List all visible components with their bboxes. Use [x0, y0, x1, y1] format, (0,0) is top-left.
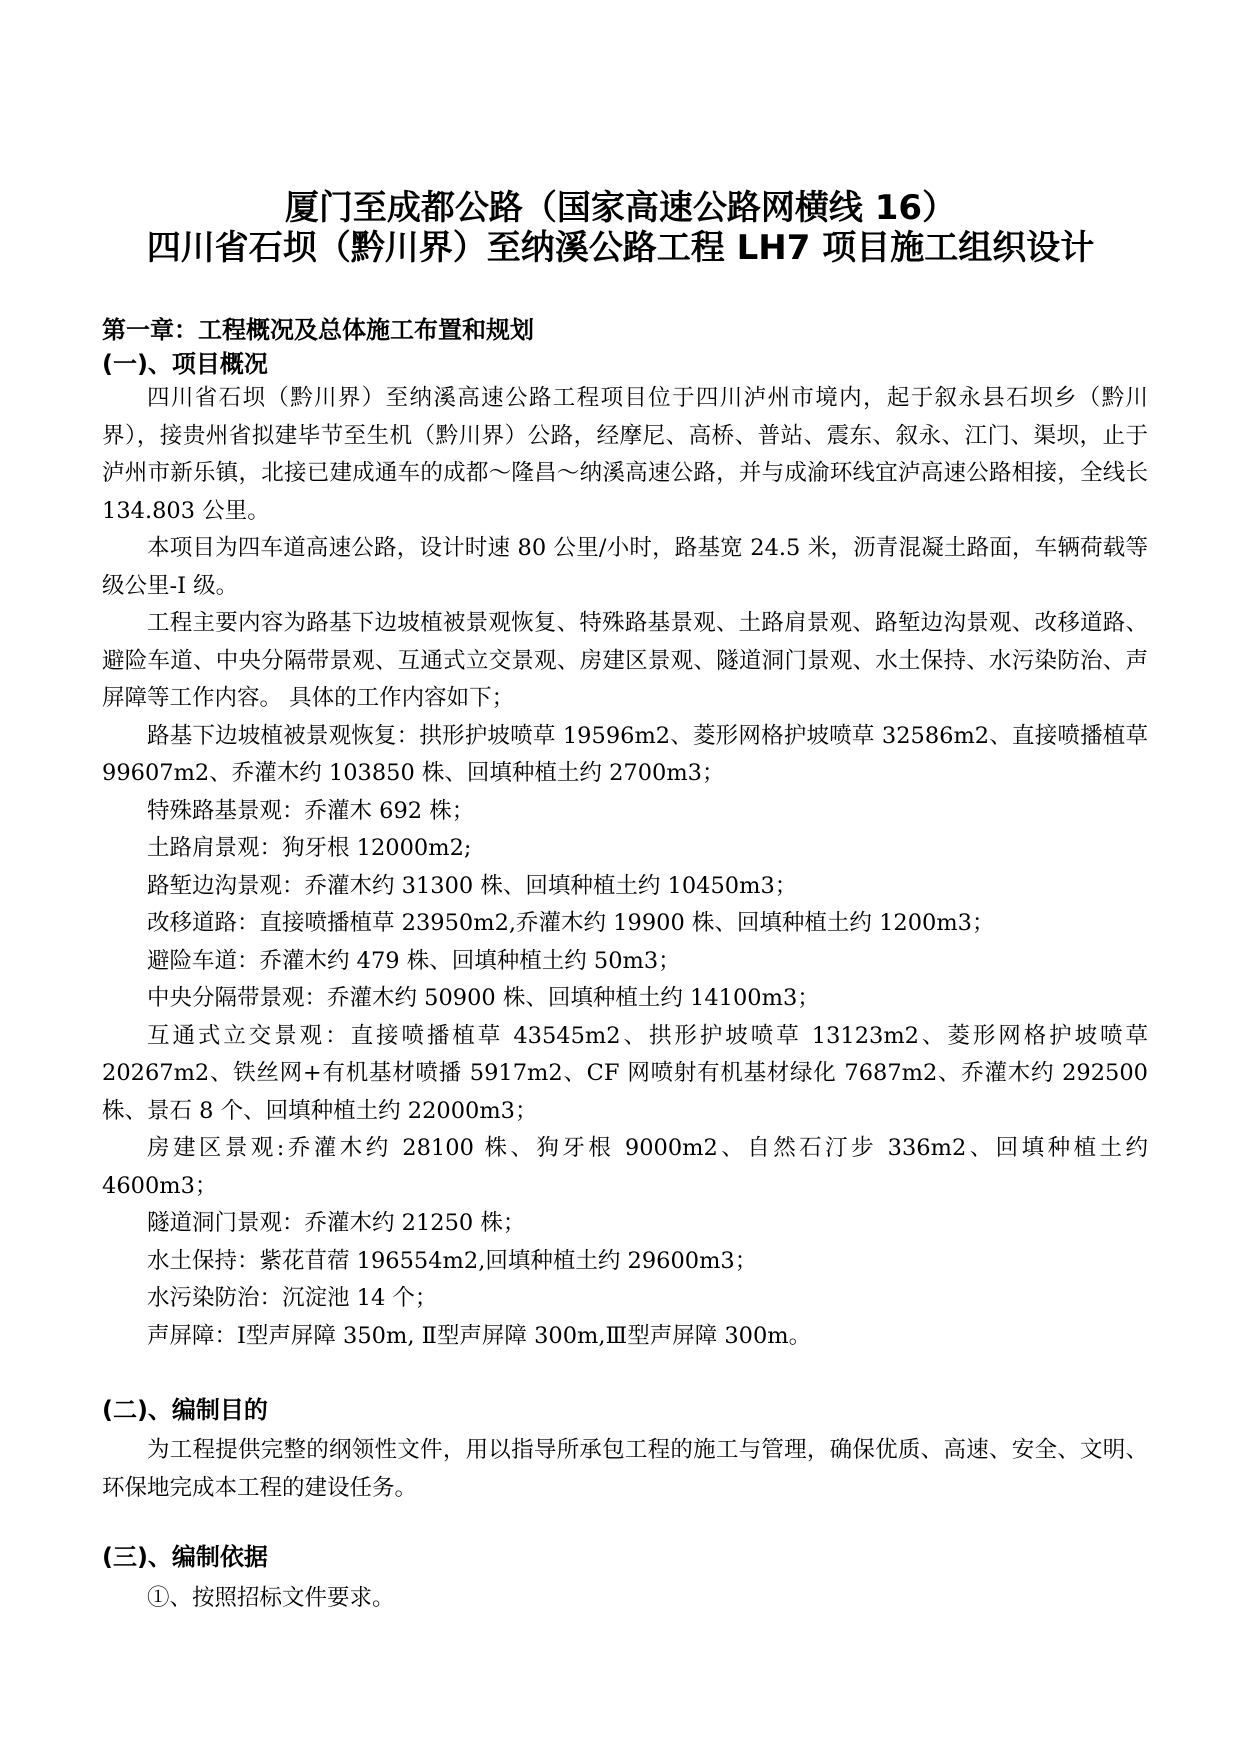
paragraph: ①、按照招标文件要求。	[147, 1585, 395, 1611]
paragraph: 土路肩景观：狗牙根 12000m2;	[147, 835, 472, 861]
section-heading-basis: (三)、编制依据	[102, 1543, 268, 1571]
section-body-purpose	[102, 1432, 1148, 1507]
document-title-line-1: 厦门至成都公路（国家高速公路网横线 16）	[284, 188, 957, 228]
section-body-basis	[102, 1580, 1148, 1618]
document-title-line-2: 四川省石坝（黔川界）至纳溪公路工程 LH7 项目施工组织设计	[146, 228, 1095, 268]
chapter-heading: 第一章：工程概况及总体施工布置和规划	[102, 316, 534, 344]
paragraph: 房建区景观:乔灌木约 28100 株、狗牙根 9000m2、自然石汀步 336m2、回填种植土约 4600m3；	[102, 1135, 1148, 1199]
paragraph: 避险车道：乔灌木约 479 株、回填种植土约 50m3；	[147, 947, 681, 974]
paragraph: 特殊路基景观：乔灌木 692 株；	[147, 797, 475, 824]
paragraph: 水土保持：紫花苜蓿 196554m2,回填种植土约 29600m3；	[147, 1247, 758, 1274]
section-body-overview	[102, 380, 1148, 1355]
paragraph: 本项目为四车道高速公路，设计时速 80 公里/小时，路基宽 24.5 米，沥青混凝土路面，车辆荷载等级公里-I 级。	[102, 535, 1148, 599]
paragraph: 互通式立交景观：直接喷播植草 43545m2、拱形护坡喷草 13123m2、菱形网格护坡喷草 20267m2、铁丝网+有机基材喷播 5917m2、CF 网喷射有机基材绿化 7687m2、乔灌木约 292500 株、景石 8 个、回填种植土约 22000m3；	[102, 1022, 1148, 1124]
section-heading-overview: (一)、项目概况	[102, 350, 268, 378]
paragraph: 路堑边沟景观：乔灌木约 31300 株、回填种植土约 10450m3；	[147, 872, 798, 899]
paragraph: 隧道洞门景观：乔灌木约 21250 株；	[147, 1210, 526, 1236]
paragraph: 改移道路：直接喷播植草 23950m2,乔灌木约 19900 株、回填种植土约 1200m3；	[147, 910, 995, 936]
paragraph: 路基下边坡植被景观恢复：拱形护坡喷草 19596m2、菱形网格护坡喷草 32586m2、直接喷播植草 99607m2、乔灌木约 103850 株、回填种植土约 2700m3；	[102, 722, 1148, 786]
paragraph: 声屏障：Ⅰ型声屏障 350m, Ⅱ型声屏障 300m,Ⅲ型声屏障 300m。	[147, 1322, 812, 1349]
paragraph: 为工程提供完整的纲领性文件，用以指导所承包工程的施工与管理，确保优质、高速、安全、文明、环保地完成本工程的建设任务。	[102, 1437, 1148, 1501]
section-heading-purpose: (二)、编制目的	[102, 1396, 268, 1424]
paragraph: 中央分隔带景观：乔灌木约 50900 株、回填种植土约 14100m3；	[147, 985, 820, 1011]
paragraph: 水污染防治：沉淀池 14 个；	[147, 1285, 438, 1311]
paragraph: 四川省石坝（黔川界）至纳溪高速公路工程项目位于四川泸州市境内，起于叙永县石坝乡（黔川界），接贵州省拟建毕节至生机（黔川界）公路，经摩尼、高桥、普站、震东、叙永、江门、渠坝，止于泸州市新乐镇，北接已建成通车的成都～隆昌～纳溪高速公路，并与成渝环线宜泸高速公路相接，全线长 134.803 公里。	[102, 385, 1148, 524]
paragraph: 工程主要内容为路基下边坡植被景观恢复、特殊路基景观、土路肩景观、路堑边沟景观、改移道路、避险车道、中央分隔带景观、互通式立交景观、房建区景观、隧道洞门景观、水土保持、水污染防治、声屏障等工作内容。 具体的工作内容如下；	[102, 610, 1148, 711]
